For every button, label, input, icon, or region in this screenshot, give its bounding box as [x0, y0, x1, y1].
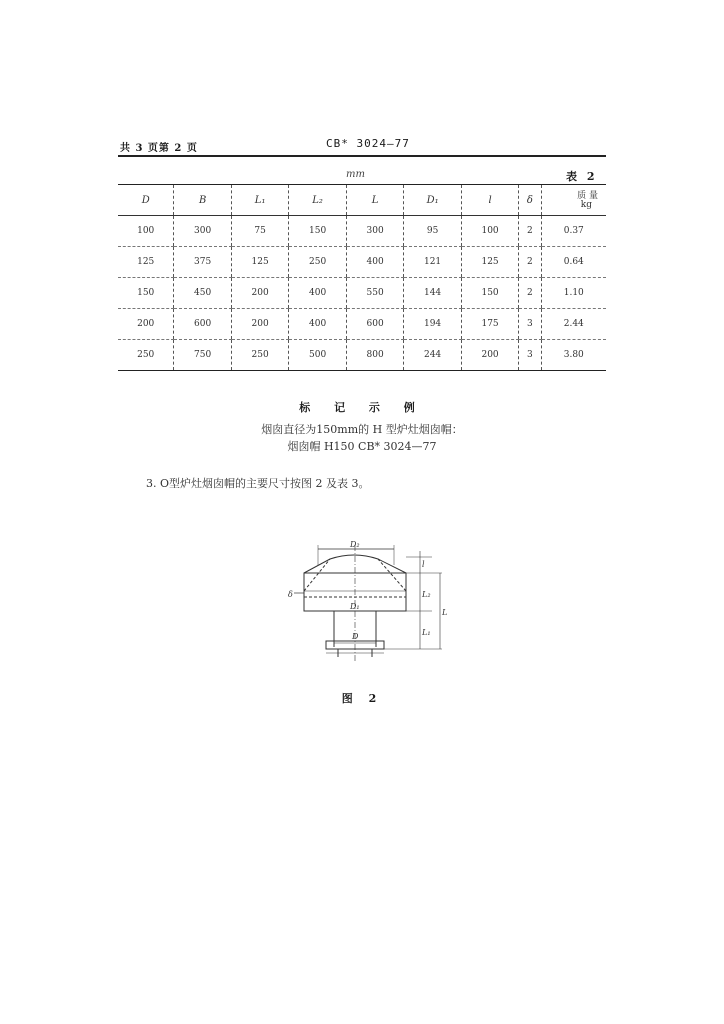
table-row — [118, 216, 606, 247]
column-header: δ — [519, 185, 541, 216]
table-cell: 194 — [404, 309, 461, 340]
column-header: L — [346, 185, 403, 216]
table-cell: 200 — [461, 340, 518, 371]
mass-header-label: 质 量 — [577, 191, 598, 201]
mass-column-header — [541, 185, 606, 216]
clause-text: 3. O型炉灶烟囱帽的主要尺寸按图 2 及表 3。 — [146, 477, 370, 490]
table-header-row — [118, 185, 606, 216]
table-cell: 200 — [118, 309, 174, 340]
table-cell: 600 — [174, 309, 231, 340]
marking-example-heading: 标 记 示 例 — [299, 401, 425, 414]
table-cell: 400 — [289, 278, 346, 309]
table-cell: 95 — [404, 216, 461, 247]
chimney-cap-drawing — [282, 535, 452, 665]
table-cell: 0.64 — [541, 247, 606, 278]
mass-header-unit: kg — [580, 200, 592, 210]
table-cell: 1.10 — [541, 278, 606, 309]
column-header: B — [174, 185, 231, 216]
label-mid-width: D₁ — [350, 602, 360, 611]
column-header: L₁ — [231, 185, 288, 216]
table-cell: 2.44 — [541, 309, 606, 340]
table-cell: 750 — [174, 340, 231, 371]
table-cell: 250 — [289, 247, 346, 278]
column-header: D — [118, 185, 174, 216]
header-rule — [118, 155, 606, 157]
column-header: L₂ — [289, 185, 346, 216]
table-cell: 400 — [346, 247, 403, 278]
page-info: 共 3 页第 2 页 — [120, 143, 198, 154]
table-cell: 100 — [118, 216, 174, 247]
label-top-width: D₂ — [350, 540, 360, 549]
marking-example-description: 烟囱直径为150mm的 H 型炉灶烟囱帽： — [261, 423, 463, 436]
table-cell: 550 — [346, 278, 403, 309]
table-unit: mm — [346, 169, 365, 180]
label-thickness: δ — [288, 590, 293, 599]
table-cell: 144 — [404, 278, 461, 309]
table-cell: 200 — [231, 278, 288, 309]
table-row — [118, 340, 606, 371]
label-height-lower: L₁ — [422, 628, 431, 637]
table-cell: 150 — [118, 278, 174, 309]
column-header: l — [461, 185, 518, 216]
table-cell: 244 — [404, 340, 461, 371]
table-cell: 250 — [231, 340, 288, 371]
table-cell: 175 — [461, 309, 518, 340]
table-cell: 125 — [231, 247, 288, 278]
table-cell: 125 — [118, 247, 174, 278]
table-cell: 2 — [519, 216, 541, 247]
label-height-top: l — [422, 560, 425, 569]
table-cell: 400 — [289, 309, 346, 340]
table-cell: 2 — [519, 278, 541, 309]
table-cell: 125 — [461, 247, 518, 278]
table-cell: 3.80 — [541, 340, 606, 371]
table-cell: 375 — [174, 247, 231, 278]
table-cell: 450 — [174, 278, 231, 309]
table-cell: 250 — [118, 340, 174, 371]
table-row — [118, 309, 606, 340]
standard-code: CB* 3024—77 — [326, 137, 410, 150]
table-cell: 100 — [461, 216, 518, 247]
table-cell: 3 — [519, 340, 541, 371]
table-cell: 2 — [519, 247, 541, 278]
table-row — [118, 278, 606, 309]
table-cell: 800 — [346, 340, 403, 371]
table-cell: 500 — [289, 340, 346, 371]
label-height-total: L — [442, 608, 448, 617]
table-cell: 600 — [346, 309, 403, 340]
table-cell: 3 — [519, 309, 541, 340]
table-cell: 300 — [346, 216, 403, 247]
table-row — [118, 247, 606, 278]
table-cell: 150 — [461, 278, 518, 309]
dimensions-table — [118, 184, 606, 371]
table-cell: 75 — [231, 216, 288, 247]
figure-caption: 图 2 — [341, 692, 383, 705]
marking-example-designation: 烟囱帽 H150 CB* 3024—77 — [287, 440, 437, 453]
table-cell: 200 — [231, 309, 288, 340]
table-cell: 0.37 — [541, 216, 606, 247]
table-cell: 150 — [289, 216, 346, 247]
table-label: 表 2 — [566, 170, 598, 183]
table-cell: 121 — [404, 247, 461, 278]
label-bottom-width: D — [352, 632, 359, 641]
label-height-mid: L₂ — [422, 590, 431, 599]
table-cell: 300 — [174, 216, 231, 247]
column-header: D₁ — [404, 185, 461, 216]
